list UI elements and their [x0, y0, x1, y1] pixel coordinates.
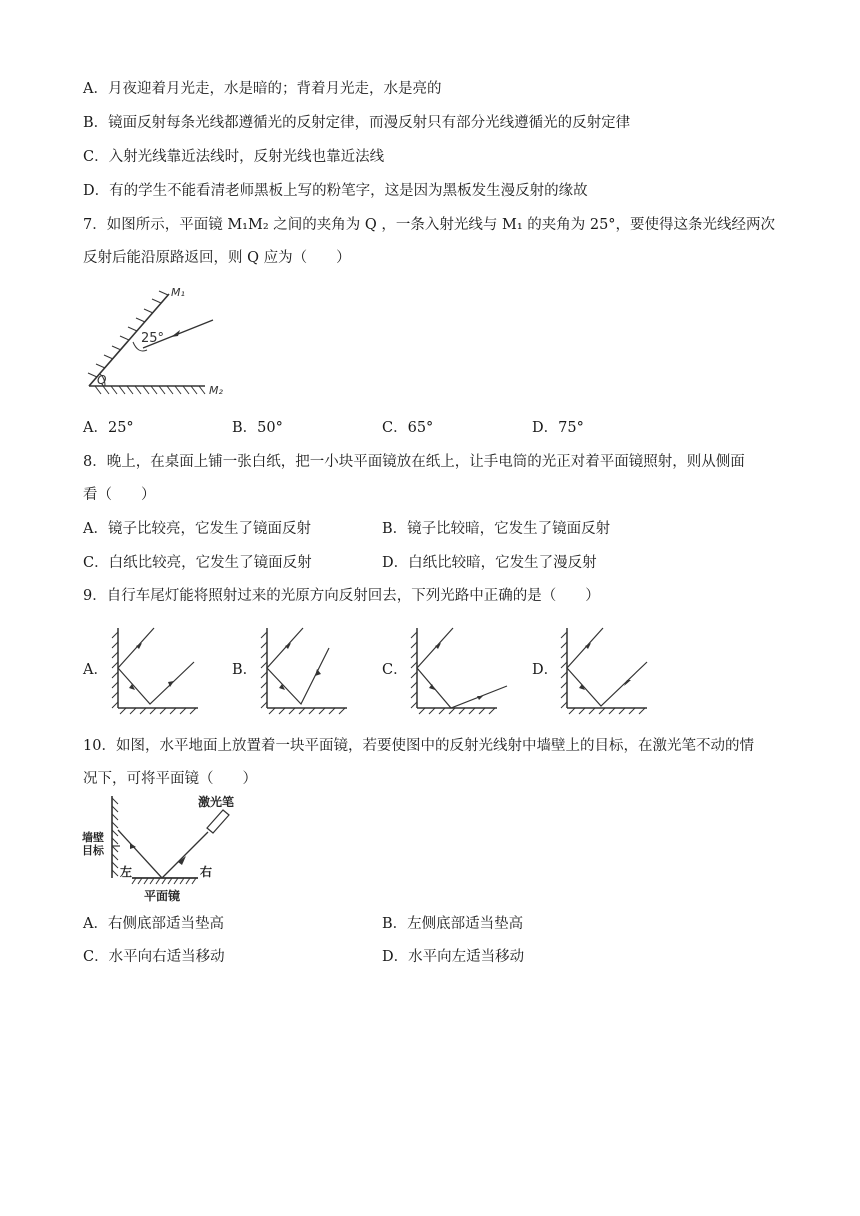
- q10-laser-figure: [80, 790, 250, 908]
- q6-option-d: D．有的学生不能看清老师黑板上写的粉笔字，这是因为黑板发生漫反射的缘故: [83, 183, 588, 199]
- m2-hatching: [95, 386, 205, 394]
- laser-label: 激光笔: [198, 795, 235, 809]
- q10-option-a: A．右侧底部适当垫高: [83, 916, 224, 932]
- mirror-label: 平面镜: [144, 889, 181, 903]
- q9-label-b: B．: [232, 662, 258, 678]
- wall-label: 墙壁: [82, 831, 104, 844]
- q6-option-c: C．入射光线靠近法线时，反射光线也靠近法线: [83, 149, 385, 165]
- q7-mirror-figure: [83, 282, 243, 400]
- q7-stem-line1: 7．如图所示，平面镜 M₁M₂ 之间的夹角为 Q ，一条入射光线与 M₁ 的夹角为 25°，要使得这条光线经两次: [83, 217, 776, 233]
- q7-option-a: A．25°: [83, 420, 134, 436]
- incident-ray-arrow: [171, 330, 180, 337]
- q7-option-b: B．50°: [232, 420, 283, 436]
- q8-option-d: D．白纸比较暗，它发生了漫反射: [382, 555, 597, 571]
- right-label: 右: [200, 865, 213, 879]
- q7-option-d: D．75°: [532, 420, 584, 436]
- q10-option-d: D．水平向左适当移动: [382, 949, 525, 965]
- q9-diagram-b: [257, 622, 353, 718]
- m1-label: M₁: [171, 286, 185, 299]
- q8-option-c: C．白纸比较亮，它发生了镜面反射: [83, 555, 312, 571]
- q10-option-c: C．水平向右适当移动: [83, 949, 225, 965]
- q8-stem-line1: 8．晚上，在桌面上铺一张白纸，把一小块平面镜放在纸上，让手电筒的光正对着平面镜照射，则从侧面: [83, 454, 745, 470]
- q7-option-c: C．65°: [382, 420, 434, 436]
- q9-label-d: D．: [532, 662, 559, 678]
- q8-option-b: B．镜子比较暗，它发生了镜面反射: [382, 521, 611, 537]
- angle-q-label: Q: [97, 373, 107, 387]
- left-label: 左: [120, 865, 133, 879]
- laser-pen: [207, 810, 229, 833]
- q10-stem-line1: 10．如图，水平地面上放置着一块平面镜，若要使图中的反射光线射中墙壁上的目标，在激光笔不动的情: [83, 738, 754, 754]
- q9-label-a: A．: [83, 662, 108, 678]
- q9-diagram-c: [407, 622, 511, 718]
- q10-stem-line2: 况下，可将平面镜（ ）: [83, 771, 257, 787]
- mirror-hatching: [132, 878, 196, 884]
- m2-label: M₂: [209, 384, 223, 397]
- q6-option-a: A．月夜迎着月光走，水是暗的；背着月光走，水是亮的: [83, 81, 442, 97]
- q9-label-c: C．: [382, 662, 408, 678]
- q9-diagram-a: [108, 622, 204, 718]
- target-label: 目标: [82, 844, 104, 857]
- q6-option-b: B．镜面反射每条光线都遵循光的反射定律，而漫反射只有部分光线遵循光的反射定律: [83, 115, 631, 131]
- q10-option-b: B．左侧底部适当垫高: [382, 916, 524, 932]
- angle-25-label: 25°: [141, 331, 165, 346]
- q9-stem: 9．自行车尾灯能将照射过来的光原方向反射回去，下列光路中正确的是（ ）: [83, 588, 600, 604]
- q8-option-a: A．镜子比较亮，它发生了镜面反射: [83, 521, 311, 537]
- wall-hatching: [112, 798, 118, 876]
- q9-diagram-d: [557, 622, 653, 718]
- q8-stem-line2: 看（ ）: [83, 487, 156, 503]
- q7-stem-line2: 反射后能沿原路返回，则 Q 应为（ ）: [83, 250, 351, 266]
